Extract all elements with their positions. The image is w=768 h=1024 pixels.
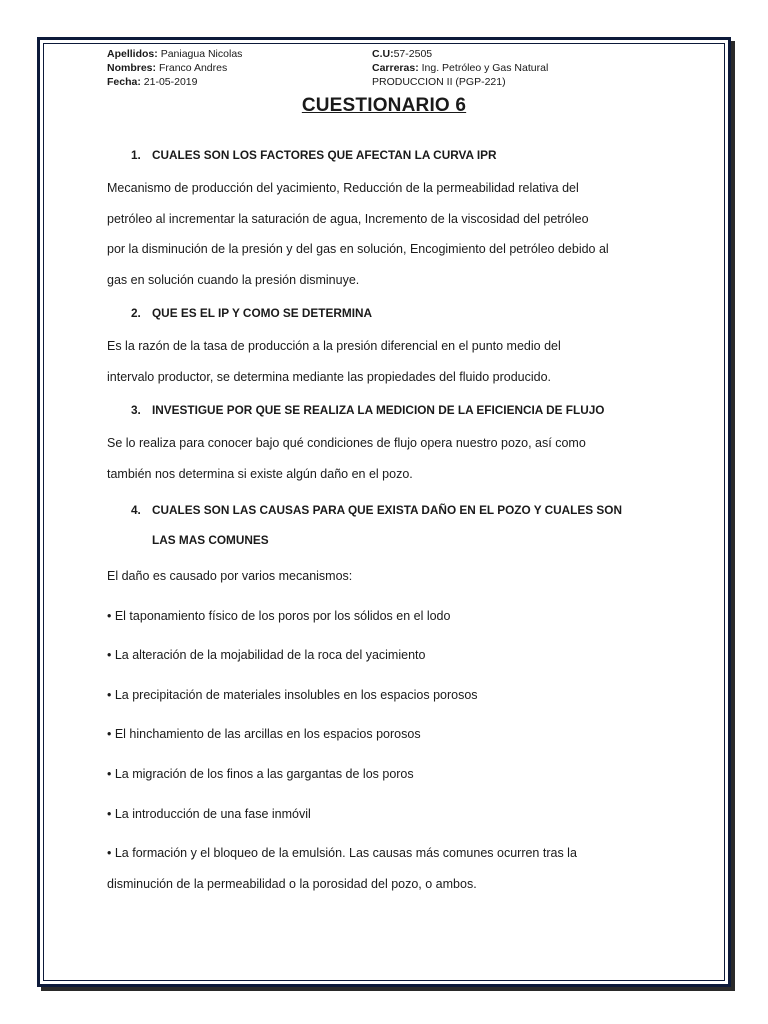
question-text [152,495,622,555]
answer-intro: El daño es causado por varios mecanismos: [107,569,353,583]
surname-row [107,47,242,61]
question-text-line: CUALES SON LAS CAUSAS PARA QUE EXISTA DAÑO EN EL POZO Y CUALES SON [152,503,622,517]
question-text: CUALES SON LOS FACTORES QUE AFECTAN LA CURVA IPR [152,148,497,162]
cu-row [372,47,548,61]
names-row [107,61,242,75]
cu-label: C.U: [372,48,394,60]
answer-line: Es la razón de la tasa de producción a la presión diferencial en el punto medio del [107,339,561,353]
question-number: 1. [131,148,141,162]
answer-1 [107,173,667,295]
question-2 [107,298,667,328]
bullet-item: • La precipitación de materiales insolubles en los espacios porosos [107,687,478,702]
answer-line: también nos determina si existe algún daño en el pozo. [107,466,413,481]
answer-line: intervalo productor, se determina mediante las propiedades del fluido producido. [107,369,552,384]
date-value: 21-05-2019 [143,76,198,88]
answer-line: Se lo realiza para conocer bajo qué condiciones de flujo opera nuestro pozo, así como [107,436,586,450]
answer-3 [107,428,667,489]
bullet-item: • El hinchamiento de las arcillas en los espacios porosos [107,727,421,742]
career-value: Ing. Petróleo y Gas Natural [421,62,549,74]
answer-2 [107,331,667,392]
answer-line: por la disminución de la presión y del gas en solución, Encogimiento del petróleo debido al [107,242,609,256]
question-number: 4. [131,503,141,517]
document-title: CUESTIONARIO 6 [301,95,467,116]
surname-value: Paniagua Nicolas [160,48,243,60]
question-text: QUE ES EL IP Y COMO SE DETERMINA [152,306,373,320]
career-row [372,61,548,75]
header-left-column [107,47,242,89]
bullet-item: • La formación y el bloqueo de la emulsión. Las causas más comunes ocurren tras la [107,846,577,861]
header-right-column [372,47,548,89]
answer-line: petróleo al incrementar la saturación de agua, Incremento de la viscosidad del petróleo [107,211,589,226]
answer-4 [107,561,667,899]
names-value: Franco Andres [158,62,228,74]
question-number: 2. [131,306,141,320]
answer-line: gas en solución cuando la presión disminuye. [107,272,360,287]
surname-label: Apellidos: [107,48,158,60]
bullet-item: • La migración de los finos a las gargantas de los poros [107,766,414,781]
course-row [372,75,548,89]
question-text: INVESTIGUE POR QUE SE REALIZA LA MEDICION DE LA EFICIENCIA DE FLUJO [152,403,605,417]
cu-value: 57-2505 [393,48,433,60]
question-3 [107,395,667,425]
question-1 [107,140,667,170]
names-label: Nombres: [107,62,157,74]
bullet-item: • El taponamiento físico de los poros por los sólidos en el lodo [107,608,451,623]
bullet-item: • La introducción de una fase inmóvil [107,806,311,821]
question-text-line: LAS MAS COMUNES [152,533,269,547]
bullet-item: • La alteración de la mojabilidad de la roca del yacimiento [107,648,426,663]
question-number: 3. [131,403,141,417]
date-label: Fecha: [107,76,141,88]
bullet-item-continued: disminución de la permeabilidad o la porosidad del pozo, o ambos. [107,876,477,891]
question-4 [107,495,667,555]
course-value: PRODUCCION II (PGP-221) [372,76,506,88]
career-label: Carreras: [372,62,419,74]
date-row [107,75,242,89]
questionnaire-body [107,140,667,899]
answer-line: Mecanismo de producción del yacimiento, Reducción de la permeabilidad relativa del [107,181,579,195]
